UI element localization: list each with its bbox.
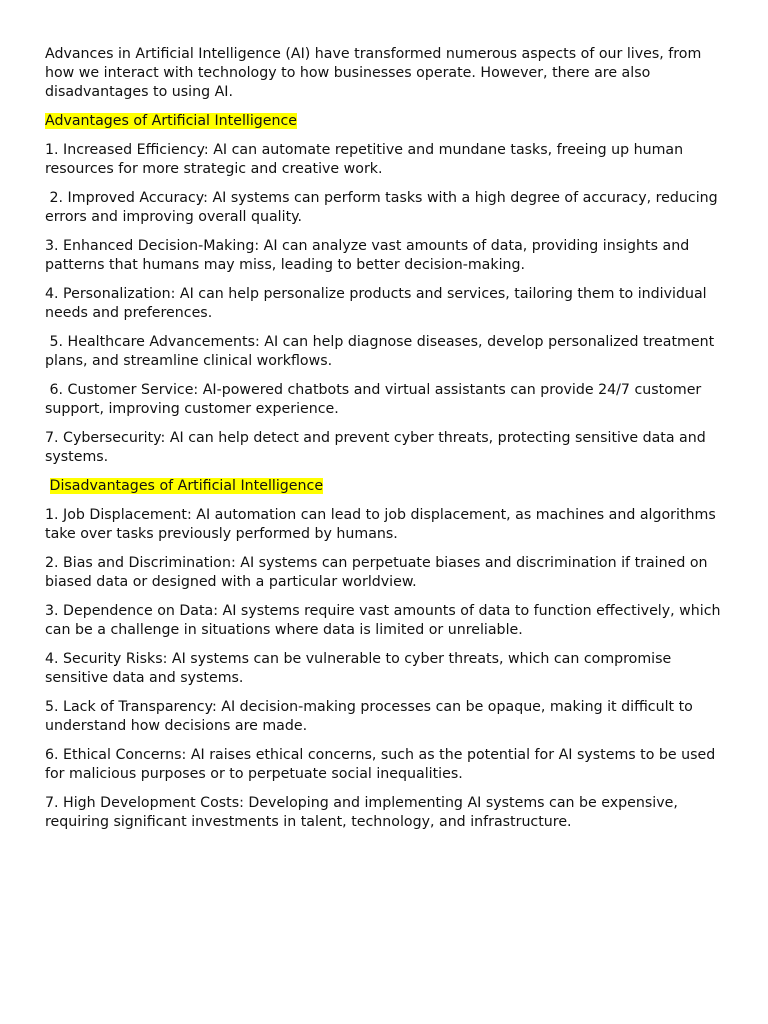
advantage-item-7: 7. Cybersecurity: AI can help detect and prevent cyber threats, protecting sensitive data and systems.	[45, 430, 711, 465]
advantage-item-5: 5. Healthcare Advancements: AI can help diagnose diseases, develop personalized treatment plans, and streamline clinical workflows.	[45, 334, 719, 369]
advantage-item-4: 4. Personalization: AI can help personalize products and services, tailoring them to individual needs and preferences.	[45, 286, 712, 321]
advantages-heading: Advantages of Artificial Intelligence	[45, 113, 298, 129]
advantage-item-6: 6. Customer Service: AI-powered chatbots and virtual assistants can provide 24/7 customer support, improving customer experience.	[45, 382, 706, 417]
disadvantage-item-1: 1. Job Displacement: AI automation can lead to job displacement, as machines and algorithms take over tasks previously performed by humans.	[45, 507, 721, 542]
document-page	[45, 45, 725, 842]
disadvantage-item-4: 4. Security Risks: AI systems can be vulnerable to cyber threats, which can compromise sensitive data and systems.	[45, 651, 676, 686]
disadvantage-item-3: 3. Dependence on Data: AI systems require vast amounts of data to function effectively, which can be a challenge in situations where data is limited or unreliable.	[45, 603, 726, 638]
advantage-item-2: 2. Improved Accuracy: AI systems can perform tasks with a high degree of accuracy, reducing errors and improving overall quality.	[45, 190, 723, 225]
advantage-item-1: 1. Increased Efficiency: AI can automate repetitive and mundane tasks, freeing up human resources for more strategic and creative work.	[45, 142, 688, 177]
disadvantage-item-5: 5. Lack of Transparency: AI decision-making processes can be opaque, making it difficult to understand how decisions are made.	[45, 699, 698, 734]
disadvantage-item-6: 6. Ethical Concerns: AI raises ethical concerns, such as the potential for AI systems to be used for malicious purposes or to perpetuate social inequalities.	[45, 747, 720, 782]
disadvantages-heading-prefix	[45, 478, 50, 494]
disadvantage-item-2: 2. Bias and Discrimination: AI systems can perpetuate biases and discrimination if trained on biased data or designed with a particular worldview.	[45, 555, 713, 590]
disadvantages-heading: Disadvantages of Artificial Intelligence	[49, 478, 324, 494]
disadvantages-heading-line	[45, 477, 725, 496]
disadvantage-item-7: 7. High Development Costs: Developing and implementing AI systems can be expensive, requiring significant investments in talent, technology, and infrastructure.	[45, 795, 683, 830]
advantages-heading-line	[45, 112, 725, 131]
advantage-item-3: 3. Enhanced Decision-Making: AI can analyze vast amounts of data, providing insights and patterns that humans may miss, leading to better decision-making.	[45, 238, 694, 273]
intro-paragraph: Advances in Artificial Intelligence (AI) have transformed numerous aspects of our lives, from how we interact with technology to how businesses operate. However, there are also disadvantages to using AI.	[45, 46, 706, 100]
